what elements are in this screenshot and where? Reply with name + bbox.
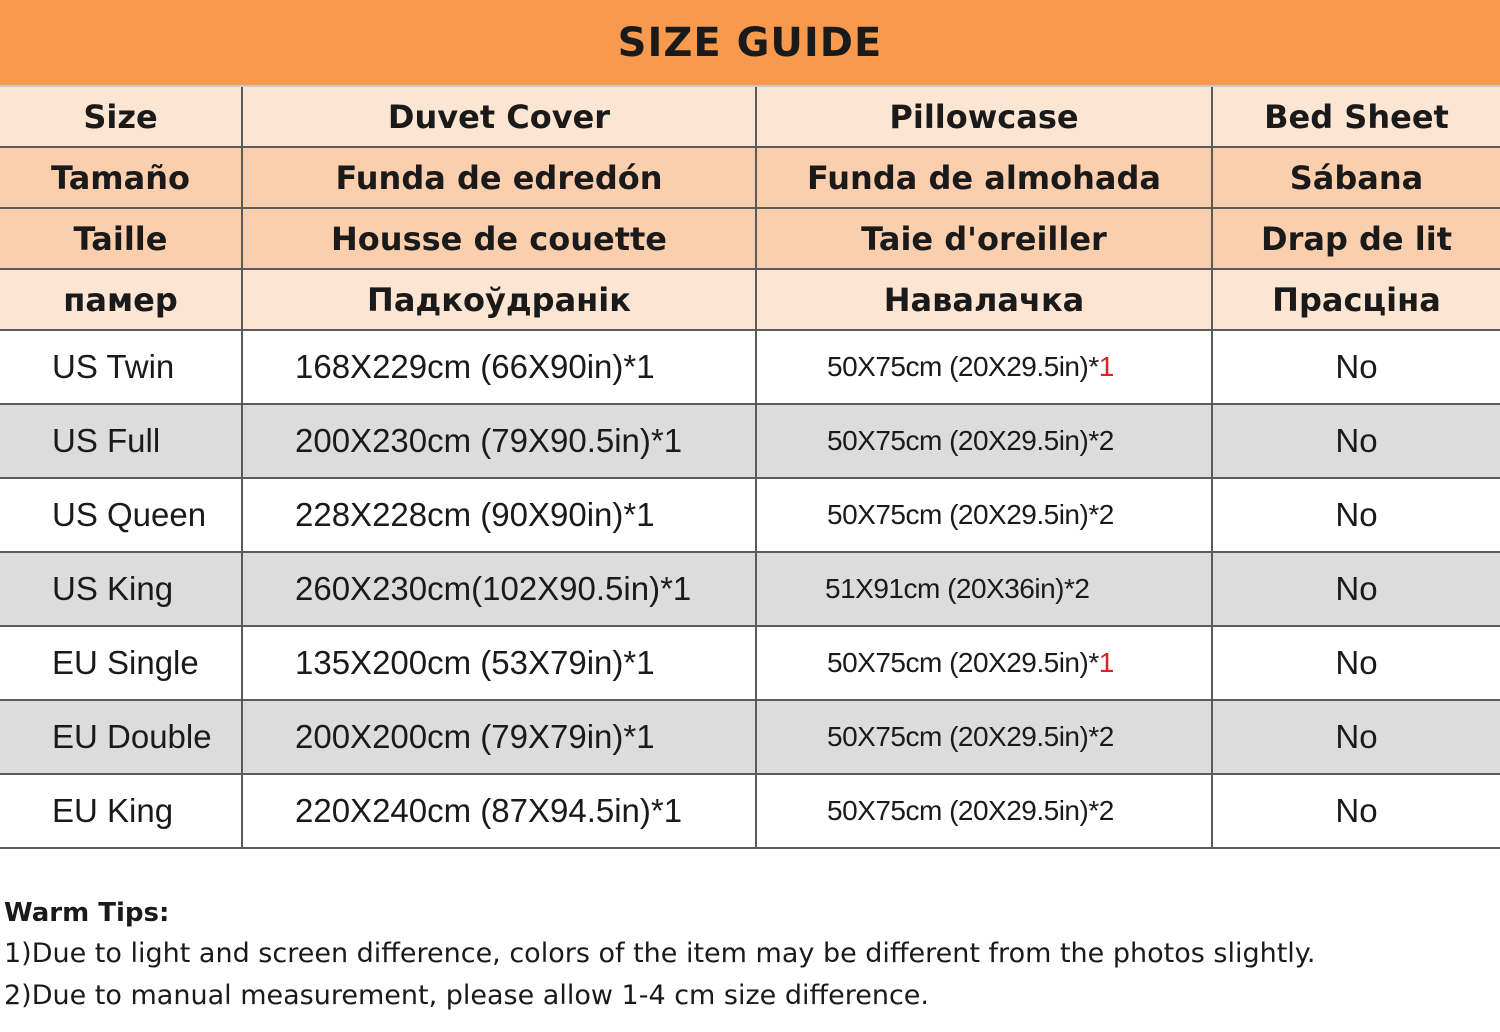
size-cell: US Queen	[0, 478, 242, 552]
header-cell: Size	[0, 87, 242, 147]
pillow-qty: 2	[1098, 499, 1114, 530]
pillow-cell	[756, 700, 1212, 774]
pillow-qty: 2	[1074, 573, 1090, 604]
pillow-cell	[756, 626, 1212, 700]
duvet-cell: 220X240cm (87X94.5in)*1	[242, 774, 756, 848]
header-cell: Funda de almohada	[756, 147, 1212, 208]
pillow-cell	[756, 330, 1212, 404]
tip-item: 2)Due to manual measurement, please allow 1-4 cm size difference.	[4, 980, 929, 1011]
title-bar	[0, 0, 1500, 87]
header-cell: Tamaño	[0, 147, 242, 208]
size-guide-table	[0, 87, 1500, 849]
pillow-size: 50X75cm (20X29.5in)*	[827, 425, 1099, 456]
size-cell: EU King	[0, 774, 242, 848]
pillow-size: 50X75cm (20X29.5in)*	[827, 351, 1099, 382]
header-row-english	[0, 87, 1500, 147]
sheet-cell: No	[1212, 700, 1500, 774]
pillow-cell	[756, 478, 1212, 552]
pillow-size: 50X75cm (20X29.5in)*	[827, 499, 1099, 530]
header-cell: Taille	[0, 208, 242, 269]
header-cell: Навалачка	[756, 269, 1212, 330]
table-row	[0, 478, 1500, 552]
header-cell: Прасціна	[1212, 269, 1500, 330]
pillow-size: 50X75cm (20X29.5in)*	[827, 647, 1099, 678]
header-row-spanish	[0, 147, 1500, 208]
header-cell: памер	[0, 269, 242, 330]
size-cell: EU Double	[0, 700, 242, 774]
header-cell: Падкоўдранік	[242, 269, 756, 330]
sheet-cell: No	[1212, 552, 1500, 626]
sheet-cell: No	[1212, 774, 1500, 848]
sheet-cell: No	[1212, 626, 1500, 700]
header-cell: Sábana	[1212, 147, 1500, 208]
pillow-cell	[756, 774, 1212, 848]
duvet-cell: 200X200cm (79X79in)*1	[242, 700, 756, 774]
header-cell: Pillowcase	[756, 87, 1212, 147]
sheet-cell: No	[1212, 330, 1500, 404]
size-cell: EU Single	[0, 626, 242, 700]
sheet-cell: No	[1212, 478, 1500, 552]
pillow-cell	[756, 552, 1212, 626]
header-row-belarusian	[0, 269, 1500, 330]
tips-title: Warm Tips:	[4, 898, 170, 928]
table-row	[0, 404, 1500, 478]
header-cell: Taie d'oreiller	[756, 208, 1212, 269]
pillow-size: 50X75cm (20X29.5in)*	[827, 795, 1099, 826]
duvet-cell: 228X228cm (90X90in)*1	[242, 478, 756, 552]
warm-tips	[4, 898, 1316, 1022]
header-cell: Housse de couette	[242, 208, 756, 269]
header-row-french	[0, 208, 1500, 269]
tip-item: 1)Due to light and screen difference, colors of the item may be different from the photos slightly.	[4, 938, 1316, 969]
pillow-qty: 2	[1098, 721, 1114, 752]
table-row	[0, 552, 1500, 626]
size-cell: US Full	[0, 404, 242, 478]
table-row	[0, 700, 1500, 774]
size-cell: US Twin	[0, 330, 242, 404]
header-cell: Funda de edredón	[242, 147, 756, 208]
header-cell: Drap de lit	[1212, 208, 1500, 269]
table-row	[0, 626, 1500, 700]
pillow-qty: 2	[1098, 425, 1114, 456]
table-row	[0, 330, 1500, 404]
sheet-cell: No	[1212, 404, 1500, 478]
pillow-size: 50X75cm (20X29.5in)*	[827, 721, 1099, 752]
duvet-cell: 260X230cm(102X90.5in)*1	[242, 552, 756, 626]
table-row	[0, 774, 1500, 848]
duvet-cell: 200X230cm (79X90.5in)*1	[242, 404, 756, 478]
pillow-size: 51X91cm (20X36in)*	[825, 573, 1075, 604]
pillow-qty: 1	[1098, 647, 1114, 678]
pillow-qty: 1	[1098, 351, 1114, 382]
pillow-cell	[756, 404, 1212, 478]
header-cell: Bed Sheet	[1212, 87, 1500, 147]
header-cell: Duvet Cover	[242, 87, 756, 147]
pillow-qty: 2	[1098, 795, 1114, 826]
page-title: SIZE GUIDE	[617, 19, 883, 66]
size-cell: US King	[0, 552, 242, 626]
duvet-cell: 168X229cm (66X90in)*1	[242, 330, 756, 404]
duvet-cell: 135X200cm (53X79in)*1	[242, 626, 756, 700]
